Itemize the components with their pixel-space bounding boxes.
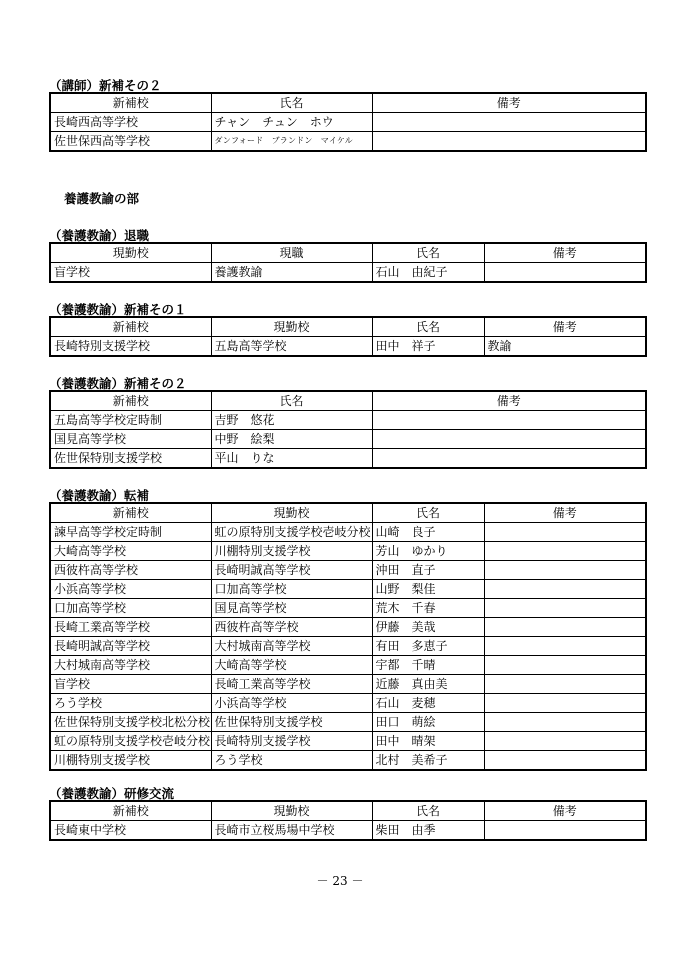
table-row [50,430,646,449]
table-row [50,263,646,283]
table-row [50,694,646,713]
school-cell: 大村城南高等学校 [211,637,372,656]
table-header-row [50,317,646,337]
table-lecturer-new-2 [49,92,647,152]
remarks-cell [484,542,646,561]
table-nurse-retirement [49,242,647,283]
school-cell: 長崎工業高等学校 [211,675,372,694]
school-cell: 西彼杵高等学校 [211,618,372,637]
remarks-cell [484,713,646,732]
header-cell: 現勤校 [50,243,211,263]
name-cell: ダンフォード ブランドン マイケル [211,132,372,152]
name-cell: 田口 萌絵 [372,713,484,732]
school-cell: 西彼杵高等学校 [50,561,211,580]
page-number: － 23 － [316,874,364,888]
name-cell: 平山 りな [211,449,372,469]
table-nurse-training-exchange [49,800,647,841]
table-row [50,542,646,561]
remarks-cell [372,449,646,469]
table-row [50,132,646,152]
school-cell: 国見高等学校 [50,430,211,449]
table-row [50,561,646,580]
header-cell: 現職 [211,243,372,263]
header-cell: 氏名 [211,93,372,113]
name-cell: 柴田 由季 [372,821,484,841]
school-cell: 口加高等学校 [50,599,211,618]
school-cell: 五島高等学校定時制 [50,411,211,430]
school-cell: 盲学校 [50,675,211,694]
school-cell: 小浜高等学校 [50,580,211,599]
school-cell: 虹の原特別支援学校壱岐分校 [211,523,372,542]
school-cell: 小浜高等学校 [211,694,372,713]
remarks-cell [372,411,646,430]
table-row [50,751,646,771]
school-cell: 大崎高等学校 [211,656,372,675]
remarks-cell [484,599,646,618]
section-title-lecturer-new-2: （講師）新補その２ [49,78,162,93]
name-cell: 荒木 千春 [372,599,484,618]
school-cell: 長崎特別支援学校 [50,337,211,357]
name-cell: 石山 由紀子 [372,263,484,283]
table-nurse-new-1 [49,316,647,357]
name-cell: チャン チュン ホウ [211,113,372,132]
name-cell: 中野 絵梨 [211,430,372,449]
table-row [50,449,646,469]
remarks-cell [484,732,646,751]
school-cell: 口加高等学校 [211,580,372,599]
section-title-nurse-new-1: （養護教諭）新補その１ [49,302,187,317]
table-header-row [50,391,646,411]
school-cell: 長崎市立桜馬場中学校 [211,821,372,841]
remarks-cell [484,694,646,713]
header-cell: 備考 [484,503,646,523]
header-cell: 現勤校 [211,317,372,337]
remarks-cell [372,113,646,132]
school-cell: 佐世保西高等学校 [50,132,211,152]
name-cell: 山崎 良子 [372,523,484,542]
school-cell: ろう学校 [50,694,211,713]
remarks-cell [484,561,646,580]
remarks-cell [484,675,646,694]
division-title: 養護教諭の部 [64,191,140,206]
remarks-cell [484,263,646,283]
header-cell: 備考 [484,243,646,263]
name-cell: 田中 晴架 [372,732,484,751]
table-row [50,732,646,751]
header-cell: 氏名 [372,317,484,337]
table-header-row [50,243,646,263]
table-header-row [50,503,646,523]
school-cell: 佐世保特別支援学校 [50,449,211,469]
name-cell: 田中 祥子 [372,337,484,357]
school-cell: 五島高等学校 [211,337,372,357]
section-title-nurse-new-2: （養護教諭）新補その２ [49,376,187,391]
header-cell: 備考 [484,801,646,821]
name-cell: 北村 美希子 [372,751,484,771]
school-cell: 佐世保特別支援学校北松分校 [50,713,211,732]
school-cell: 長崎西高等学校 [50,113,211,132]
header-cell: 氏名 [372,243,484,263]
name-cell: 吉野 悠花 [211,411,372,430]
school-cell: 長崎明誠高等学校 [211,561,372,580]
header-cell: 氏名 [372,503,484,523]
header-cell: 新補校 [50,503,211,523]
table-row [50,637,646,656]
school-cell: 国見高等学校 [211,599,372,618]
name-cell: 山野 梨佳 [372,580,484,599]
table-row [50,337,646,357]
remarks-cell [484,523,646,542]
remarks-cell [484,751,646,771]
school-cell: 大崎高等学校 [50,542,211,561]
section-title-nurse-transfer: （養護教諭）転補 [49,488,150,503]
school-cell: 長崎明誠高等学校 [50,637,211,656]
name-cell: 有田 多恵子 [372,637,484,656]
remarks-cell [484,821,646,841]
header-cell: 備考 [484,317,646,337]
table-row [50,523,646,542]
table-row [50,618,646,637]
header-cell: 新補校 [50,801,211,821]
header-cell: 氏名 [211,391,372,411]
remarks-cell [372,132,646,152]
name-cell: 伊藤 美哉 [372,618,484,637]
school-cell: 盲学校 [50,263,211,283]
table-nurse-transfer [49,502,647,771]
school-cell: 長崎東中学校 [50,821,211,841]
name-cell: 沖田 直子 [372,561,484,580]
name-cell: 芳山 ゆかり [372,542,484,561]
header-cell: 現勤校 [211,801,372,821]
table-row [50,599,646,618]
school-cell: 川棚特別支援学校 [50,751,211,771]
header-cell: 新補校 [50,391,211,411]
school-cell: 川棚特別支援学校 [211,542,372,561]
remarks-cell [372,430,646,449]
position-cell: 養護教諭 [211,263,372,283]
remarks-cell [484,580,646,599]
table-row [50,675,646,694]
table-row [50,713,646,732]
header-cell: 新補校 [50,93,211,113]
school-cell: 長崎工業高等学校 [50,618,211,637]
table-header-row [50,93,646,113]
school-cell: 大村城南高等学校 [50,656,211,675]
school-cell: ろう学校 [211,751,372,771]
name-cell: 石山 麦穂 [372,694,484,713]
table-nurse-new-2 [49,390,647,469]
header-cell: 現勤校 [211,503,372,523]
remarks-cell [484,656,646,675]
remarks-cell [484,637,646,656]
section-title-nurse-training-exchange: （養護教諭）研修交流 [49,786,175,801]
table-row [50,580,646,599]
name-cell: 宇都 千晴 [372,656,484,675]
table-header-row [50,801,646,821]
table-row [50,656,646,675]
school-cell: 佐世保特別支援学校 [211,713,372,732]
table-row [50,821,646,841]
school-cell: 虹の原特別支援学校壱岐分校 [50,732,211,751]
header-cell: 氏名 [372,801,484,821]
section-title-nurse-retirement: （養護教諭）退職 [49,228,150,243]
header-cell: 新補校 [50,317,211,337]
name-cell: 近藤 真由美 [372,675,484,694]
table-row [50,113,646,132]
header-cell: 備考 [372,391,646,411]
table-row [50,411,646,430]
remarks-cell: 教諭 [484,337,646,357]
header-cell: 備考 [372,93,646,113]
remarks-cell [484,618,646,637]
school-cell: 長崎特別支援学校 [211,732,372,751]
school-cell: 諫早高等学校定時制 [50,523,211,542]
